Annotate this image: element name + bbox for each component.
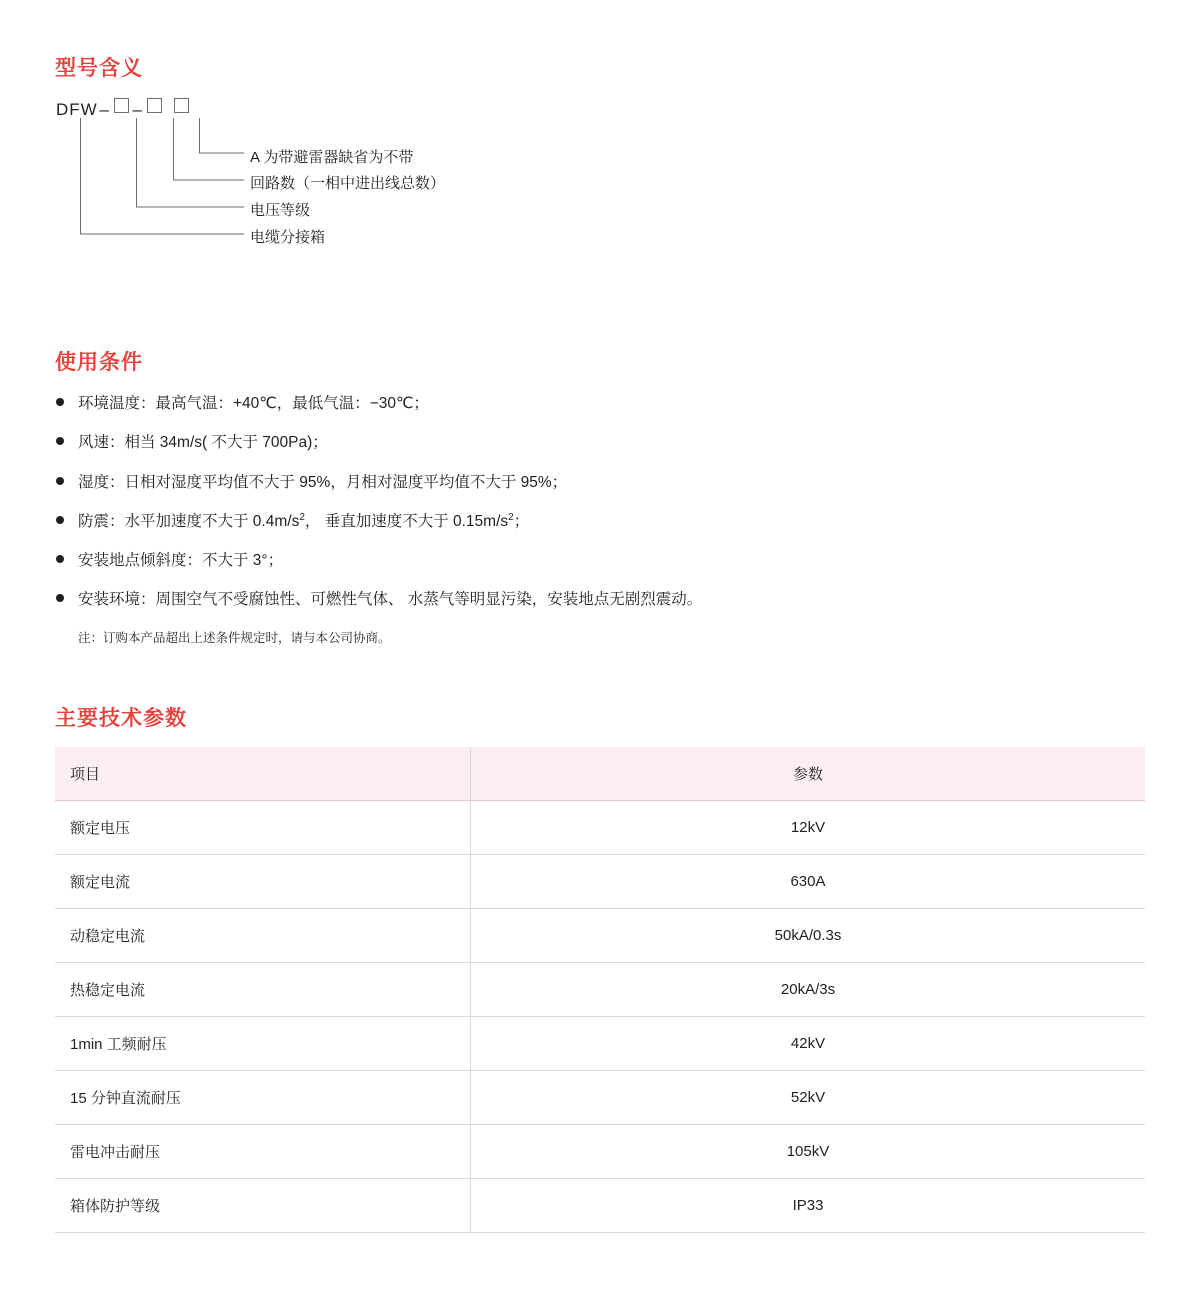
table-cell-value: 12kV xyxy=(471,801,1146,855)
table-row xyxy=(55,909,1145,963)
table-cell-value: 52kV xyxy=(471,1071,1146,1125)
condition-seismic-sup-1: 2 xyxy=(299,511,305,523)
table-row xyxy=(55,855,1145,909)
conditions-note: 注：订购本产品超出上述条件规定时，请与本公司协商。 xyxy=(78,630,391,645)
table-row xyxy=(55,1017,1145,1071)
bullet-icon xyxy=(56,516,64,524)
section-title-conditions: 使用条件 xyxy=(55,351,143,374)
table-cell-item: 箱体防护等级 xyxy=(55,1179,471,1233)
bullet-icon xyxy=(56,594,64,602)
parameters-table xyxy=(55,747,1145,1233)
bullet-icon xyxy=(56,555,64,563)
legend-item-circuit-count: 回路数（一相中进出线总数） xyxy=(250,175,446,192)
conditions-list xyxy=(56,392,1146,646)
table-header-item: 项目 xyxy=(55,747,471,801)
table-head xyxy=(55,747,1145,801)
table-cell-item: 15 分钟直流耐压 xyxy=(55,1071,471,1125)
bullet-icon xyxy=(56,437,64,445)
legend-item-cable-branch-box: 电缆分接箱 xyxy=(250,229,326,246)
model-code-prefix: DFW xyxy=(56,100,98,119)
table-cell-value: 50kA/0.3s xyxy=(471,909,1146,963)
legend-item-voltage-class: 电压等级 xyxy=(250,202,311,219)
table-body xyxy=(55,801,1145,1233)
condition-item-seismic xyxy=(56,510,1146,533)
condition-text: 安装环境：周围空气不受腐蚀性、可燃性气体、 水蒸气等明显污染，安装地点无剧烈震动。 xyxy=(78,591,703,609)
bullet-icon xyxy=(56,477,64,485)
table-cell-item: 1min 工频耐压 xyxy=(55,1017,471,1071)
section-title-model: 型号含义 xyxy=(55,57,143,80)
table-cell-item: 热稳定电流 xyxy=(55,963,471,1017)
condition-item-humidity xyxy=(56,471,1146,494)
condition-seismic-suffix: ； xyxy=(513,512,530,530)
condition-item-environment xyxy=(56,588,1146,611)
leader-lines-diagram xyxy=(0,0,1200,300)
table-row xyxy=(55,1125,1145,1179)
condition-text: 湿度：日相对湿度平均值不大于 95%，月相对湿度平均值不大于 95%； xyxy=(78,473,568,491)
table-row xyxy=(55,801,1145,855)
bullet-icon xyxy=(56,398,64,406)
table-cell-item: 动稳定电流 xyxy=(55,909,471,963)
table-cell-value: 630A xyxy=(471,855,1146,909)
table-cell-value: 105kV xyxy=(471,1125,1146,1179)
condition-text: 环境温度：最高气温：+40℃，最低气温：−30℃； xyxy=(78,395,429,412)
table-header-value: 参数 xyxy=(471,747,1146,801)
table-header-row xyxy=(55,747,1145,801)
table-row xyxy=(55,1071,1145,1125)
condition-text: 风速：相当 34m/s( 不大于 700Pa)； xyxy=(78,434,328,452)
condition-text: 安装地点倾斜度：不大于 3°； xyxy=(78,552,284,570)
table-row xyxy=(55,1179,1145,1233)
condition-item-slope xyxy=(56,549,1146,572)
table-cell-item: 雷电冲击耐压 xyxy=(55,1125,471,1179)
table-cell-value: 42kV xyxy=(471,1017,1146,1071)
table-cell-value: IP33 xyxy=(471,1179,1146,1233)
model-designation-section xyxy=(0,0,1200,300)
model-code-dash-1: – xyxy=(99,100,110,119)
condition-item-wind-speed xyxy=(56,431,1146,454)
table-cell-item: 额定电流 xyxy=(55,855,471,909)
table-cell-item: 额定电压 xyxy=(55,801,471,855)
table-cell-value: 20kA/3s xyxy=(471,963,1146,1017)
condition-item-temperature xyxy=(56,392,1146,415)
legend-item-lightning-arrester: A 为带避雷器缺省为不带 xyxy=(250,149,414,166)
section-title-parameters: 主要技术参数 xyxy=(55,707,187,730)
condition-seismic-prefix: 防震：水平加速度不大于 0.4m/s xyxy=(78,512,300,530)
condition-seismic-mid: ， 垂直加速度不大于 0.15m/s xyxy=(304,512,509,530)
condition-seismic-sup-2: 2 xyxy=(508,511,514,523)
model-code-dash-2: – xyxy=(132,100,143,119)
table-row xyxy=(55,963,1145,1017)
